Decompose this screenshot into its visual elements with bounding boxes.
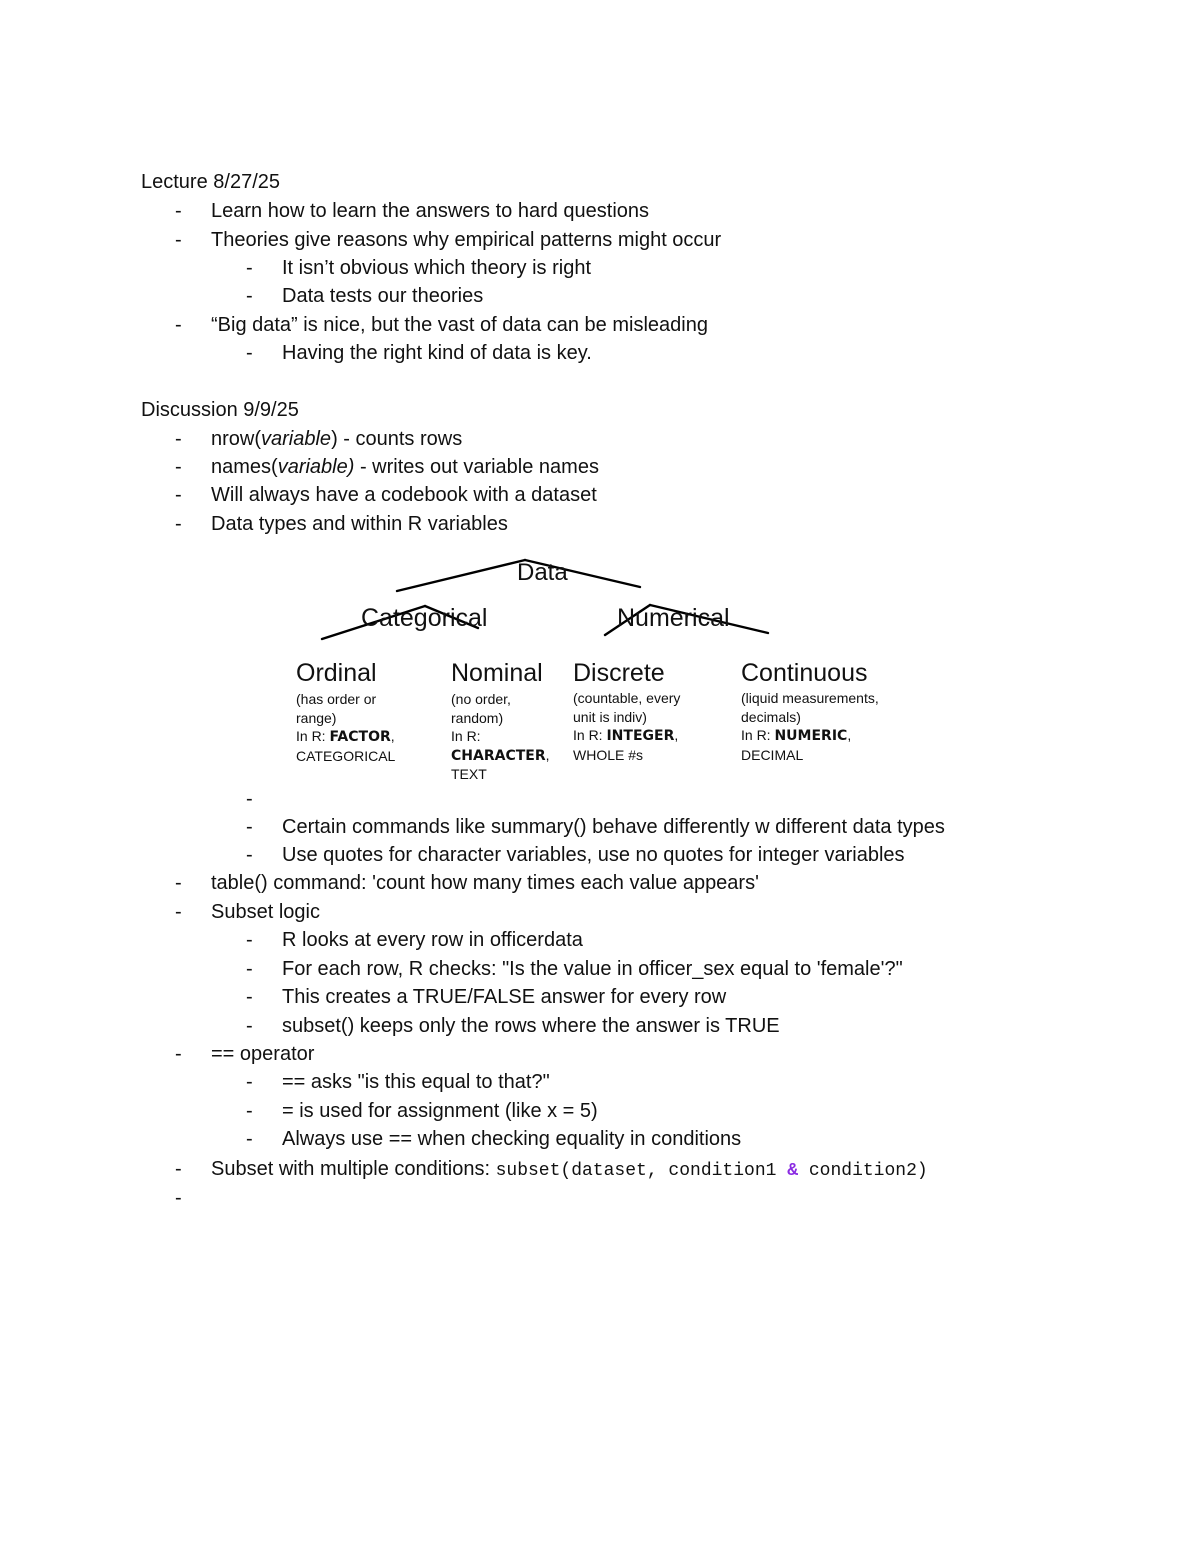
- diagram-branch-numerical: Numerical: [617, 604, 730, 632]
- list-item-text: table() command: 'count how many times each value appears': [211, 872, 759, 894]
- bullet-dash: -: [246, 257, 253, 279]
- diagram-title-ordinal: Ordinal: [296, 659, 377, 687]
- list-item: [0, 1127, 1200, 1151]
- bullet-dash: -: [175, 314, 182, 336]
- list-item-text: Always use == when checking equality in conditions: [282, 1128, 742, 1150]
- list-item-text: Theories give reasons why empirical patterns might occur: [211, 229, 722, 251]
- list-item: [0, 313, 1200, 337]
- r-type: INTEGER: [606, 728, 675, 744]
- code-part: subset(dataset, condition1: [495, 1161, 788, 1181]
- list-item-text: Data types and within R variables: [211, 513, 508, 535]
- list-item: [0, 1099, 1200, 1123]
- desc-inr: [741, 726, 921, 746]
- bullet-dash: -: [246, 285, 253, 307]
- r-type-alt: WHOLE #s: [573, 746, 644, 763]
- desc-line: (no order,: [451, 691, 511, 707]
- list-item: [0, 985, 1200, 1009]
- desc-inr: [296, 727, 456, 747]
- list-item-text: For each row, R checks: "Is the value in officer_sex equal to 'female'?": [282, 958, 903, 980]
- sep: ,: [545, 746, 550, 763]
- names-prefix: names(: [211, 456, 278, 478]
- discussion-heading: Discussion 9/9/25: [141, 399, 299, 421]
- bullet-dash: -: [246, 986, 253, 1008]
- bullet-dash: -: [246, 844, 253, 866]
- bullet-dash: -: [175, 1158, 182, 1180]
- list-item: [0, 928, 1200, 952]
- bullet-dash: -: [246, 1015, 253, 1037]
- list-item: [0, 483, 1200, 507]
- list-item-text: Will always have a codebook with a dataset: [211, 484, 597, 506]
- diagram-root: Data: [517, 559, 568, 586]
- diagram-branch-categorical: Categorical: [361, 604, 488, 632]
- diagram-title-continuous: Continuous: [741, 659, 868, 687]
- list-item: [0, 284, 1200, 308]
- list-item-text: [211, 1157, 928, 1183]
- desc-inr: [573, 726, 733, 746]
- code-snippet: [496, 1161, 928, 1181]
- list-item: [0, 1070, 1200, 1094]
- inr-label: In R:: [741, 727, 775, 743]
- diagram-title-nominal: Nominal: [451, 659, 543, 687]
- stroke-data-left: [397, 560, 525, 591]
- list-item-text: subset() keeps only the rows where the answer is TRUE: [282, 1015, 780, 1037]
- data-type-diagram: [280, 550, 940, 790]
- inr-label: In R:: [451, 728, 481, 744]
- desc-line: random): [451, 709, 504, 726]
- list-item-text: Subset logic: [211, 901, 320, 923]
- diagram-desc-discrete: [573, 689, 733, 764]
- sep: ,: [847, 727, 852, 743]
- bullet-dash: -: [175, 513, 182, 535]
- list-item-text: Data tests our theories: [282, 285, 484, 307]
- list-item: [0, 455, 1200, 479]
- bullet-dash: -: [246, 342, 253, 364]
- bullet-dash: -: [175, 484, 182, 506]
- names-suffix: - writes out variable names: [354, 456, 599, 478]
- diagram-desc-ordinal: [296, 690, 456, 765]
- list-item: [0, 1014, 1200, 1038]
- bullet-dash: -: [175, 200, 182, 222]
- desc-line: decimals): [741, 708, 801, 725]
- list-item-text: Having the right kind of data is key.: [282, 342, 592, 364]
- list-item-text: [211, 455, 599, 479]
- list-item-text: Learn how to learn the answers to hard questions: [211, 200, 650, 222]
- diagram-title-discrete: Discrete: [573, 659, 665, 687]
- r-type-alt: CATEGORICAL: [296, 747, 396, 764]
- list-item: [0, 957, 1200, 981]
- list-item-text: R looks at every row in officerdata: [282, 929, 583, 951]
- bullet-dash: -: [175, 1043, 182, 1065]
- list-item-text: “Big data” is nice, but the vast of data can be misleading: [211, 314, 708, 336]
- list-item: [0, 871, 1200, 895]
- inr-label: In R:: [573, 727, 607, 743]
- multi-condition-prefix: Subset with multiple conditions:: [211, 1158, 496, 1180]
- list-item: [0, 1042, 1200, 1066]
- r-type-alt: DECIMAL: [741, 746, 804, 763]
- desc-line: unit is indiv): [573, 708, 647, 725]
- bullet-dash: -: [246, 1071, 253, 1093]
- lecture-heading: Lecture 8/27/25: [141, 171, 280, 193]
- bullet-dash: -: [175, 901, 182, 923]
- list-item: [0, 512, 1200, 536]
- list-item: [0, 900, 1200, 924]
- list-item-text: Use quotes for character variables, use no quotes for integer variables: [282, 844, 905, 866]
- r-type-alt: TEXT: [451, 766, 487, 782]
- bullet-dash: -: [175, 872, 182, 894]
- desc-line: range): [296, 709, 337, 726]
- bullet-dash: -: [175, 428, 182, 450]
- desc-line: (countable, every: [573, 690, 681, 706]
- nrow-variable: variable: [261, 428, 332, 450]
- list-item-text: == asks "is this equal to that?": [282, 1071, 550, 1093]
- r-type: FACTOR: [329, 729, 391, 745]
- list-item: [0, 341, 1200, 365]
- list-item: [0, 228, 1200, 252]
- bullet-dash: -: [246, 958, 253, 980]
- bullet-dash: -: [175, 1187, 182, 1209]
- list-item-text: = is used for assignment (like x = 5): [282, 1100, 598, 1122]
- inr-label: In R:: [296, 728, 330, 744]
- bullet-dash: -: [246, 816, 253, 838]
- code-ampersand: &: [787, 1161, 799, 1181]
- sep: ,: [390, 728, 395, 744]
- nrow-prefix: nrow(: [211, 428, 262, 450]
- list-item: [0, 199, 1200, 223]
- list-item: [0, 787, 1200, 811]
- list-item: [0, 1157, 1200, 1181]
- diagram-desc-continuous: [741, 689, 921, 764]
- bullet-dash: -: [175, 229, 182, 251]
- code-part: condition2): [798, 1161, 928, 1181]
- bullet-dash: -: [246, 929, 253, 951]
- list-item: [0, 256, 1200, 280]
- list-item-text: This creates a TRUE/FALSE answer for every row: [282, 986, 727, 1008]
- bullet-dash: -: [246, 788, 253, 810]
- list-item: [0, 815, 1200, 839]
- r-type: NUMERIC: [774, 728, 848, 744]
- names-variable: variable): [277, 456, 355, 478]
- list-item: [0, 1186, 1200, 1210]
- r-type: CHARACTER: [451, 747, 546, 764]
- desc-line: (has order or: [296, 691, 377, 707]
- sep: ,: [674, 727, 679, 743]
- bullet-dash: -: [175, 456, 182, 478]
- list-item: [0, 843, 1200, 867]
- list-item-text: == operator: [211, 1043, 315, 1065]
- bullet-dash: -: [246, 1128, 253, 1150]
- list-item-text: [211, 427, 462, 451]
- nrow-suffix: ) - counts rows: [331, 428, 463, 450]
- bullet-dash: -: [246, 1100, 253, 1122]
- list-item-text: Certain commands like summary() behave differently w different data types: [282, 816, 945, 838]
- list-item-text: It isn’t obvious which theory is right: [282, 257, 592, 279]
- list-item: [0, 427, 1200, 451]
- desc-line: (liquid measurements,: [741, 690, 879, 706]
